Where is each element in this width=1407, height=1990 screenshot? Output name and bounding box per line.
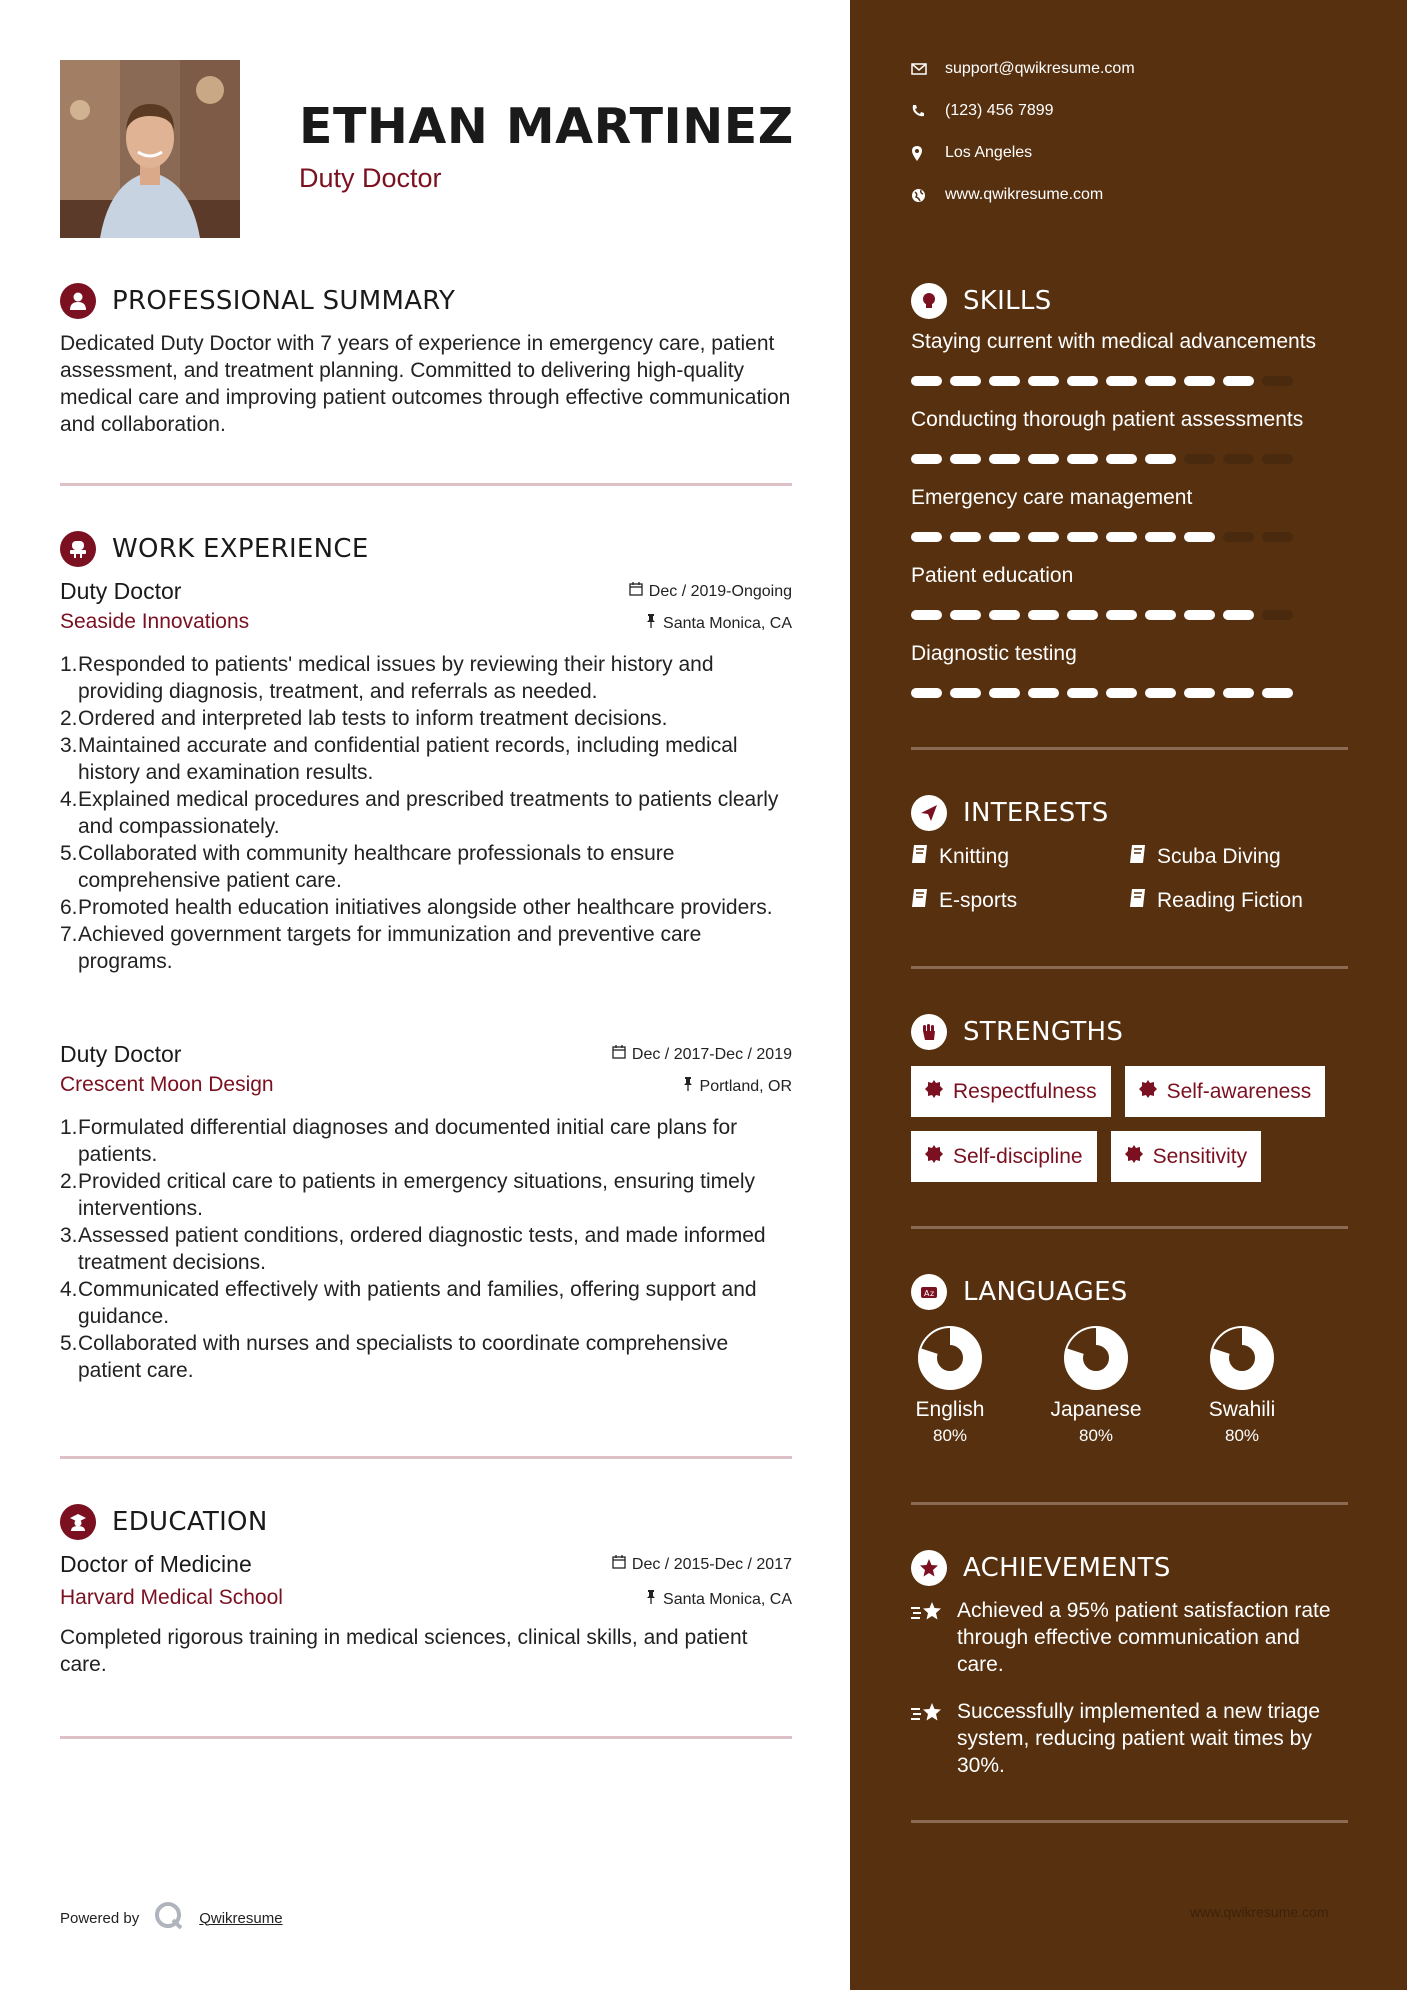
- language-percent: 80%: [1078, 1426, 1114, 1445]
- contact-location: [911, 142, 1032, 164]
- school-name: Harvard Medical School: [60, 1586, 283, 1609]
- pin-icon: [645, 614, 657, 633]
- rating-dot: [911, 610, 942, 620]
- job-date: [612, 1045, 792, 1064]
- achievements-heading: ACHIEVEMENTS: [963, 1553, 1171, 1583]
- rating-dot: [1028, 454, 1059, 464]
- rating-dot: [911, 688, 942, 698]
- briefcase-icon: [60, 531, 96, 567]
- rating-dot: [1028, 610, 1059, 620]
- badge-icon: [1139, 1080, 1157, 1104]
- achievement-item: Achieved a 95% patient satisfaction rate through effective communication and care.: [911, 1597, 1348, 1678]
- education-location: [645, 1590, 792, 1609]
- strengths-header: [911, 1012, 1348, 1052]
- powered-by-label: Powered by: [60, 1909, 140, 1927]
- contact-phone: [911, 100, 1054, 122]
- rating-dot: [1262, 610, 1293, 620]
- pin-icon: [682, 1077, 694, 1096]
- skill-name: Patient education: [911, 564, 1074, 587]
- svg-text:z: z: [930, 1289, 935, 1298]
- skills-header: [911, 281, 1348, 321]
- divider: [60, 483, 792, 486]
- education-description: Completed rigorous training in medical sciences, clinical skills, and patient care.: [60, 1626, 748, 1676]
- education-entry: [60, 1551, 792, 1678]
- shooting-star-icon: [911, 1600, 943, 1678]
- skill-rating: [911, 532, 1348, 542]
- job-responsibilities: [60, 651, 792, 975]
- interest-item: Reading Fiction: [1129, 888, 1347, 914]
- rating-dot: [1223, 454, 1254, 464]
- strength-tag: Self-discipline: [911, 1131, 1097, 1182]
- map-pin-icon: [911, 146, 945, 161]
- rating-dot: [1106, 454, 1137, 464]
- interests-header: [911, 793, 1348, 833]
- skill-item: [911, 486, 1348, 542]
- rating-dot: [1067, 454, 1098, 464]
- achievements-header: [911, 1548, 1348, 1588]
- rating-dot: [911, 376, 942, 386]
- contact-location-text: Los Angeles: [945, 144, 1033, 161]
- list-item: 1. Responded to patients' medical issues by reviewing their history and providing diagnosis, treatment, and referrals as needed.: [60, 653, 714, 703]
- list-item: 4. Explained medical procedures and prescribed treatments to patients clearly and compassionately.: [60, 788, 779, 838]
- skill-item: [911, 408, 1348, 464]
- footer-website: www.qwikresume.com: [1190, 1904, 1329, 1920]
- summary-header: [60, 281, 792, 321]
- rating-dot: [1067, 532, 1098, 542]
- experience-header: [60, 529, 792, 569]
- calendar-icon: [612, 1045, 626, 1064]
- badge-icon: [925, 1145, 943, 1169]
- skill-item: [911, 330, 1348, 386]
- divider: [911, 1820, 1348, 1823]
- lightbulb-icon: [911, 283, 947, 319]
- divider: [60, 1736, 792, 1739]
- rating-dot: [1223, 610, 1254, 620]
- profile-photo: [60, 60, 240, 238]
- language-item: [1203, 1326, 1281, 1446]
- contact-email: [911, 58, 1135, 80]
- language-item: [1050, 1326, 1142, 1446]
- calendar-icon: [612, 1555, 626, 1574]
- rating-dot: [989, 454, 1020, 464]
- skill-item: [911, 642, 1348, 698]
- achievements-section: [911, 1548, 1348, 1799]
- star-icon: [911, 1550, 947, 1586]
- skill-rating: [911, 688, 1348, 698]
- rating-dot: [1262, 376, 1293, 386]
- job-company: Crescent Moon Design: [60, 1073, 274, 1096]
- contact-phone-text: (123) 456 7899: [945, 102, 1054, 119]
- list-item: 2. Ordered and interpreted lab tests to inform treatment decisions.: [60, 707, 668, 730]
- experience-heading: WORK EXPERIENCE: [112, 534, 369, 564]
- interests-list: [911, 844, 1348, 914]
- degree-title: Doctor of Medicine: [60, 1551, 252, 1577]
- rating-dot: [1223, 376, 1254, 386]
- strength-tag: Respectfulness: [911, 1066, 1111, 1117]
- rating-dot: [1145, 454, 1176, 464]
- paper-plane-icon: [911, 795, 947, 831]
- education-date-text: Dec / 2015-Dec / 2017: [631, 1555, 792, 1573]
- education-location-text: Santa Monica, CA: [663, 1590, 792, 1608]
- skill-item: [911, 564, 1348, 620]
- skills-heading: SKILLS: [963, 286, 1052, 316]
- qwikresume-logo-icon: [153, 1900, 185, 1936]
- rating-dot: [1262, 454, 1293, 464]
- skill-name: Emergency care management: [911, 486, 1193, 509]
- phone-icon: [911, 104, 945, 118]
- job-location: [682, 1077, 792, 1096]
- list-item: 3. Assessed patient conditions, ordered diagnostic tests, and made informed treatment decisions.: [60, 1224, 766, 1274]
- achievement-item: Successfully implemented a new triage system, reducing patient wait times by 30%.: [911, 1698, 1348, 1779]
- graduate-icon: [60, 1504, 96, 1540]
- svg-text:A: A: [924, 1289, 930, 1298]
- divider: [911, 1502, 1348, 1505]
- strength-tag: Self-awareness: [1125, 1066, 1326, 1117]
- rating-dot: [989, 376, 1020, 386]
- contact-website-text[interactable]: www.qwikresume.com: [945, 186, 1104, 203]
- rating-dot: [1106, 688, 1137, 698]
- book-icon: [911, 844, 929, 870]
- book-icon: [911, 888, 929, 914]
- rating-dot: [1223, 532, 1254, 542]
- job-title: Duty Doctor: [60, 578, 182, 604]
- interest-item: E-sports: [911, 888, 1129, 914]
- interest-item: Knitting: [911, 844, 1129, 870]
- strength-tag: Sensitivity: [1111, 1131, 1262, 1182]
- contact-email-text[interactable]: support@qwikresume.com: [945, 60, 1135, 77]
- list-item: 5. Collaborated with community healthcare professionals to ensure comprehensive patient care.: [60, 842, 675, 892]
- divider: [911, 1226, 1348, 1229]
- skill-name: Staying current with medical advancements: [911, 330, 1317, 353]
- job-title: Duty Doctor: [60, 1041, 182, 1067]
- divider: [911, 966, 1348, 969]
- fist-icon: [911, 1014, 947, 1050]
- language-name: English: [915, 1398, 985, 1421]
- rating-dot: [1067, 376, 1098, 386]
- badge-icon: [1125, 1145, 1143, 1169]
- job-location-text: Santa Monica, CA: [663, 614, 792, 632]
- list-item: 5. Collaborated with nurses and specialists to coordinate comprehensive patient care.: [60, 1332, 729, 1382]
- rating-dot: [1184, 376, 1215, 386]
- rating-dot: [1028, 376, 1059, 386]
- candidate-name: ETHAN MARTINEZ: [299, 98, 794, 155]
- qwikresume-link[interactable]: Qwikresume: [199, 1909, 283, 1927]
- rating-dot: [1067, 610, 1098, 620]
- list-item: 2. Provided critical care to patients in emergency situations, ensuring timely interventions.: [60, 1170, 755, 1220]
- job-location: [645, 614, 792, 633]
- rating-dot: [1028, 688, 1059, 698]
- languages-heading: LANGUAGES: [963, 1277, 1128, 1307]
- list-item: 4. Communicated effectively with patients and families, offering support and guidance.: [60, 1278, 757, 1328]
- language-item: [911, 1326, 989, 1446]
- education-date: [612, 1555, 792, 1574]
- education-header: [60, 1502, 792, 1542]
- rating-dot: [911, 454, 942, 464]
- rating-dot: [1262, 688, 1293, 698]
- strengths-section: [911, 1012, 1348, 1182]
- candidate-title: Duty Doctor: [299, 163, 442, 193]
- divider: [60, 1456, 792, 1459]
- rating-dot: [950, 688, 981, 698]
- rating-dot: [1184, 688, 1215, 698]
- list-item: 7. Achieved government targets for immunization and preventive care programs.: [60, 923, 702, 973]
- rating-dot: [1184, 610, 1215, 620]
- shooting-star-icon: [911, 1701, 943, 1779]
- rating-dot: [1262, 532, 1293, 542]
- skill-rating: [911, 454, 1348, 464]
- job-entry: [60, 578, 792, 975]
- achievements-list: [911, 1597, 1348, 1779]
- skills-list: [911, 330, 1348, 698]
- badge-icon: [925, 1080, 943, 1104]
- pin-icon: [645, 1590, 657, 1609]
- rating-dot: [989, 532, 1020, 542]
- book-icon: [1129, 844, 1147, 870]
- interest-item: Scuba Diving: [1129, 844, 1347, 870]
- languages-section: [911, 1272, 1348, 1446]
- language-name: Swahili: [1208, 1398, 1276, 1421]
- language-donut: [918, 1326, 982, 1390]
- summary-text: Dedicated Duty Doctor with 7 years of experience in emergency care, patient assessment, and treatment planning. Committed to delivering high-quality medical care and improving patient outcomes through effective communication and collaboration.: [60, 332, 791, 436]
- language-donut: [1064, 1326, 1128, 1390]
- rating-dot: [950, 454, 981, 464]
- job-location-text: Portland, OR: [699, 1077, 792, 1095]
- language-name: Japanese: [1050, 1398, 1142, 1421]
- rating-dot: [1145, 532, 1176, 542]
- experience-section: [60, 529, 792, 569]
- rating-dot: [1106, 610, 1137, 620]
- rating-dot: [989, 610, 1020, 620]
- strengths-heading: STRENGTHS: [963, 1017, 1124, 1047]
- rating-dot: [950, 376, 981, 386]
- language-percent: 80%: [932, 1426, 968, 1445]
- calendar-icon: [629, 582, 643, 601]
- skill-name: Diagnostic testing: [911, 642, 1077, 665]
- job-date-text: Dec / 2017-Dec / 2019: [631, 1045, 792, 1063]
- contact-website: [911, 184, 1103, 206]
- skill-rating: [911, 610, 1348, 620]
- rating-dot: [950, 610, 981, 620]
- list-item: 1. Formulated differential diagnoses and documented initial care plans for patients.: [60, 1116, 738, 1166]
- summary-heading: PROFESSIONAL SUMMARY: [112, 286, 456, 316]
- education-heading: EDUCATION: [112, 1507, 268, 1537]
- interests-section: [911, 793, 1348, 914]
- rating-dot: [1106, 376, 1137, 386]
- rating-dot: [1067, 688, 1098, 698]
- job-responsibilities: [60, 1114, 792, 1384]
- rating-dot: [989, 688, 1020, 698]
- rating-dot: [1145, 688, 1176, 698]
- rating-dot: [950, 532, 981, 542]
- summary-section: [60, 281, 792, 438]
- job-entry: [60, 1041, 792, 1384]
- book-icon: [1129, 888, 1147, 914]
- rating-dot: [1145, 376, 1176, 386]
- rating-dot: [1145, 610, 1176, 620]
- job-company: Seaside Innovations: [60, 610, 250, 633]
- divider: [911, 747, 1348, 750]
- skill-rating: [911, 376, 1348, 386]
- language-donut: [1210, 1326, 1274, 1390]
- user-icon: [60, 283, 96, 319]
- interests-heading: INTERESTS: [963, 798, 1109, 828]
- rating-dot: [1223, 688, 1254, 698]
- languages-list: [911, 1326, 1348, 1446]
- globe-icon: [911, 188, 945, 203]
- language-percent: 80%: [1224, 1426, 1260, 1445]
- strengths-list: [911, 1066, 1348, 1182]
- rating-dot: [1106, 532, 1137, 542]
- list-item: 6. Promoted health education initiatives alongside other healthcare providers.: [60, 896, 773, 919]
- skill-name: Conducting thorough patient assessments: [911, 408, 1304, 431]
- footer-powered-by: [60, 1900, 283, 1936]
- list-item: 3. Maintained accurate and confidential patient records, including medical history and examination results.: [60, 734, 738, 784]
- skills-section: [911, 281, 1348, 720]
- rating-dot: [1184, 454, 1215, 464]
- languages-header: [911, 1272, 1348, 1312]
- job-date: [629, 582, 792, 601]
- rating-dot: [911, 532, 942, 542]
- rating-dot: [1028, 532, 1059, 542]
- envelope-icon: [911, 63, 945, 75]
- rating-dot: [1184, 532, 1215, 542]
- job-date-text: Dec / 2019-Ongoing: [648, 582, 792, 600]
- education-section: [60, 1502, 792, 1542]
- translate-icon: [911, 1274, 947, 1310]
